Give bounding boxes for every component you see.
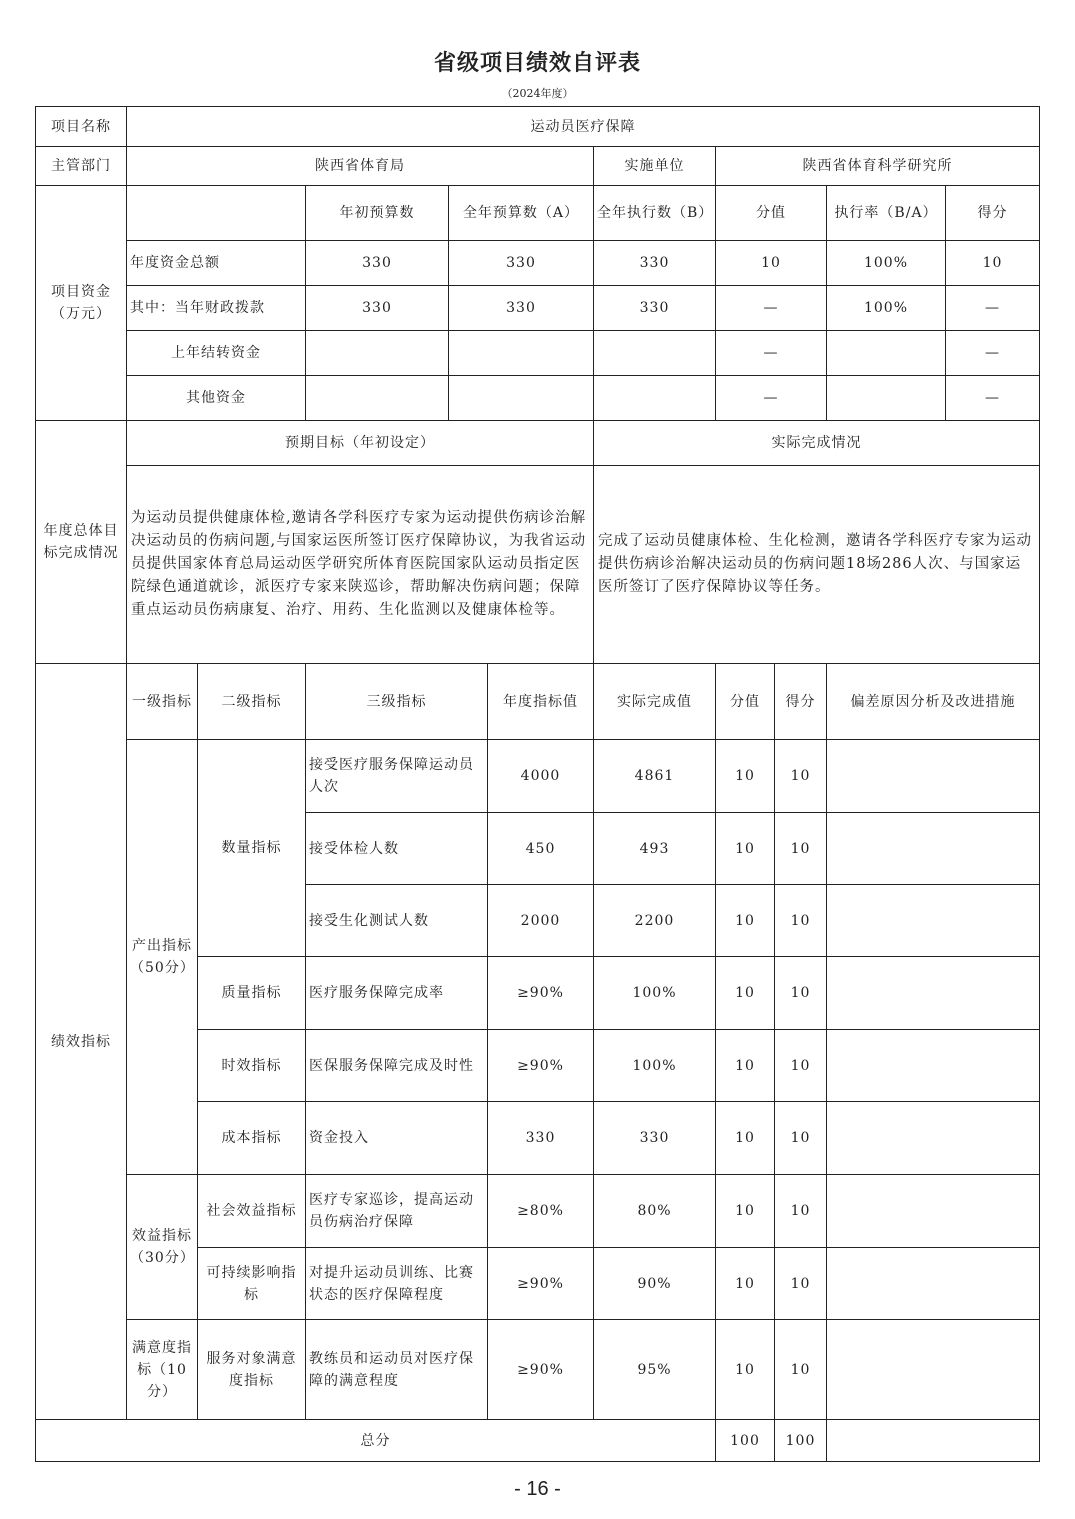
perf-l3: 教练员和运动员对医疗保障的满意程度 xyxy=(305,1319,488,1420)
perf-score-value: 10 xyxy=(715,1247,775,1320)
funds-cell xyxy=(593,375,716,421)
total-value: 100 xyxy=(715,1419,775,1462)
funds-cell: 330 xyxy=(448,285,594,331)
funds-header: 全年执行数（B） xyxy=(593,185,716,241)
perf-header: 分值 xyxy=(715,663,775,740)
perf-l3: 接受体检人数 xyxy=(305,812,488,885)
dept-value: 陕西省体育局 xyxy=(126,146,594,186)
perf-note xyxy=(826,1174,1040,1248)
funds-cell: 100% xyxy=(826,240,946,286)
perf-score: 10 xyxy=(774,1319,827,1420)
perf-actual: 2200 xyxy=(593,884,716,957)
perf-header: 偏差原因分析及改进措施 xyxy=(826,663,1040,740)
funds-row-label: 年度资金总额 xyxy=(126,240,306,286)
page-title: 省级项目绩效自评表 xyxy=(433,50,641,76)
project-name-value: 运动员医疗保障 xyxy=(126,106,1040,147)
funds-header-blank xyxy=(126,185,306,241)
funds-cell: 330 xyxy=(305,285,449,331)
perf-target: ≥80% xyxy=(487,1174,594,1248)
funds-cell: 330 xyxy=(593,285,716,331)
funds-header: 全年预算数（A） xyxy=(448,185,594,241)
total-score: 100 xyxy=(774,1419,827,1462)
perf-score-value: 10 xyxy=(715,739,775,813)
unit-label: 实施单位 xyxy=(593,146,716,186)
perf-target: 330 xyxy=(487,1101,594,1175)
goals-actual-text: 完成了运动员健康体检、生化检测，邀请各学科医疗专家为运动提供伤病诊治解决运动员的伤病问题18场286人次、与国家运医所签订了医疗保障协议等任务。 xyxy=(593,465,1040,664)
funds-row-label: 其中：当年财政拨款 xyxy=(126,285,306,331)
level2-cost: 成本指标 xyxy=(197,1101,306,1175)
perf-l3: 对提升运动员训练、比赛状态的医疗保障程度 xyxy=(305,1247,488,1320)
perf-actual: 4861 xyxy=(593,739,716,813)
perf-score-value: 10 xyxy=(715,1319,775,1420)
funds-cell: — xyxy=(945,285,1040,331)
funds-cell: — xyxy=(715,375,827,421)
perf-note xyxy=(826,1101,1040,1175)
perf-l3: 医保服务保障完成及时性 xyxy=(305,1029,488,1102)
perf-actual: 80% xyxy=(593,1174,716,1248)
perf-score-value: 10 xyxy=(715,812,775,885)
page-number: - 16 - xyxy=(514,1478,561,1500)
total-label: 总分 xyxy=(35,1419,716,1462)
funds-cell xyxy=(826,375,946,421)
perf-score: 10 xyxy=(774,1029,827,1102)
level2-timeliness: 时效指标 xyxy=(197,1029,306,1102)
perf-note xyxy=(826,812,1040,885)
level2-service: 服务对象满意度指标 xyxy=(197,1319,306,1420)
perf-header: 二级指标 xyxy=(197,663,306,740)
perf-target: 450 xyxy=(487,812,594,885)
level1-output: 产出指标（50分） xyxy=(126,739,198,1175)
perf-score: 10 xyxy=(774,1247,827,1320)
funds-cell: 10 xyxy=(715,240,827,286)
funds-cell: 330 xyxy=(593,240,716,286)
level2-sustainable: 可持续影响指标 xyxy=(197,1247,306,1320)
perf-actual: 330 xyxy=(593,1101,716,1175)
perf-score: 10 xyxy=(774,884,827,957)
unit-value: 陕西省体育科学研究所 xyxy=(715,146,1040,186)
funds-cell: — xyxy=(945,375,1040,421)
funds-cell: 10 xyxy=(945,240,1040,286)
goals-expected-label: 预期目标（年初设定） xyxy=(126,420,594,466)
perf-score-value: 10 xyxy=(715,956,775,1030)
perf-score: 10 xyxy=(774,739,827,813)
level2-quantity: 数量指标 xyxy=(197,739,306,957)
perf-l3: 接受生化测试人数 xyxy=(305,884,488,957)
perf-actual: 100% xyxy=(593,956,716,1030)
perf-header: 实际完成值 xyxy=(593,663,716,740)
perf-l3: 资金投入 xyxy=(305,1101,488,1175)
funds-cell: — xyxy=(715,285,827,331)
funds-cell: 100% xyxy=(826,285,946,331)
perf-score-value: 10 xyxy=(715,884,775,957)
level2-social: 社会效益指标 xyxy=(197,1174,306,1248)
funds-cell: 330 xyxy=(448,240,594,286)
perf-score: 10 xyxy=(774,956,827,1030)
perf-l3: 医疗专家巡诊，提高运动员伤病治疗保障 xyxy=(305,1174,488,1248)
funds-row-label: 上年结转资金 xyxy=(126,330,306,376)
perf-score-value: 10 xyxy=(715,1029,775,1102)
perf-target: ≥90% xyxy=(487,1319,594,1420)
perf-note xyxy=(826,739,1040,813)
funds-cell xyxy=(448,375,594,421)
perf-note xyxy=(826,884,1040,957)
perf-actual: 100% xyxy=(593,1029,716,1102)
perf-actual: 95% xyxy=(593,1319,716,1420)
level1-benefit: 效益指标（30分） xyxy=(126,1174,198,1320)
funds-header: 执行率（B/A） xyxy=(826,185,946,241)
perf-header: 三级指标 xyxy=(305,663,488,740)
funds-cell: 330 xyxy=(305,240,449,286)
perf-note xyxy=(826,1029,1040,1102)
perf-l3: 医疗服务保障完成率 xyxy=(305,956,488,1030)
perf-score-value: 10 xyxy=(715,1174,775,1248)
perf-target: ≥90% xyxy=(487,1029,594,1102)
perf-label: 绩效指标 xyxy=(35,663,127,1420)
level2-quality: 质量指标 xyxy=(197,956,306,1030)
total-note xyxy=(826,1419,1040,1462)
perf-l3: 接受医疗服务保障运动员人次 xyxy=(305,739,488,813)
perf-note xyxy=(826,1319,1040,1420)
goals-actual-label: 实际完成情况 xyxy=(593,420,1040,466)
perf-score: 10 xyxy=(774,812,827,885)
funds-cell: — xyxy=(945,330,1040,376)
funds-cell xyxy=(305,330,449,376)
perf-score: 10 xyxy=(774,1174,827,1248)
perf-header: 年度指标值 xyxy=(487,663,594,740)
project-name-label: 项目名称 xyxy=(35,106,127,147)
dept-label: 主管部门 xyxy=(35,146,127,186)
perf-actual: 90% xyxy=(593,1247,716,1320)
perf-target: ≥90% xyxy=(487,956,594,1030)
perf-score: 10 xyxy=(774,1101,827,1175)
funds-header: 得分 xyxy=(945,185,1040,241)
funds-cell xyxy=(305,375,449,421)
goals-expected-text: 为运动员提供健康体检,邀请各学科医疗专家为运动提供伤病诊治解决运动员的伤病问题,与国家运医所签订医疗保障协议，为我省运动员提供国家体育总局运动医学研究所体育医院国家队运动员指定医院绿色通道就诊，派医疗专家来陕巡诊，帮助解决伤病问题；保障重点运动员伤病康复、治疗、用药、生化监测以及健康体检等。 xyxy=(126,465,594,664)
perf-score-value: 10 xyxy=(715,1101,775,1175)
funds-row-label: 其他资金 xyxy=(126,375,306,421)
perf-target: ≥90% xyxy=(487,1247,594,1320)
funds-header: 分值 xyxy=(715,185,827,241)
funds-header: 年初预算数 xyxy=(305,185,449,241)
funds-cell xyxy=(826,330,946,376)
funds-label: 项目资金（万元） xyxy=(35,185,127,421)
funds-cell xyxy=(448,330,594,376)
perf-actual: 493 xyxy=(593,812,716,885)
goals-label: 年度总体目标完成情况 xyxy=(35,420,127,664)
perf-note xyxy=(826,1247,1040,1320)
perf-target: 4000 xyxy=(487,739,594,813)
funds-cell xyxy=(593,330,716,376)
perf-header: 得分 xyxy=(774,663,827,740)
perf-header: 一级指标 xyxy=(126,663,198,740)
perf-note xyxy=(826,956,1040,1030)
page-subtitle: （2024年度） xyxy=(501,87,574,100)
perf-target: 2000 xyxy=(487,884,594,957)
funds-cell: — xyxy=(715,330,827,376)
level1-satisfaction: 满意度指标（10分） xyxy=(126,1319,198,1420)
